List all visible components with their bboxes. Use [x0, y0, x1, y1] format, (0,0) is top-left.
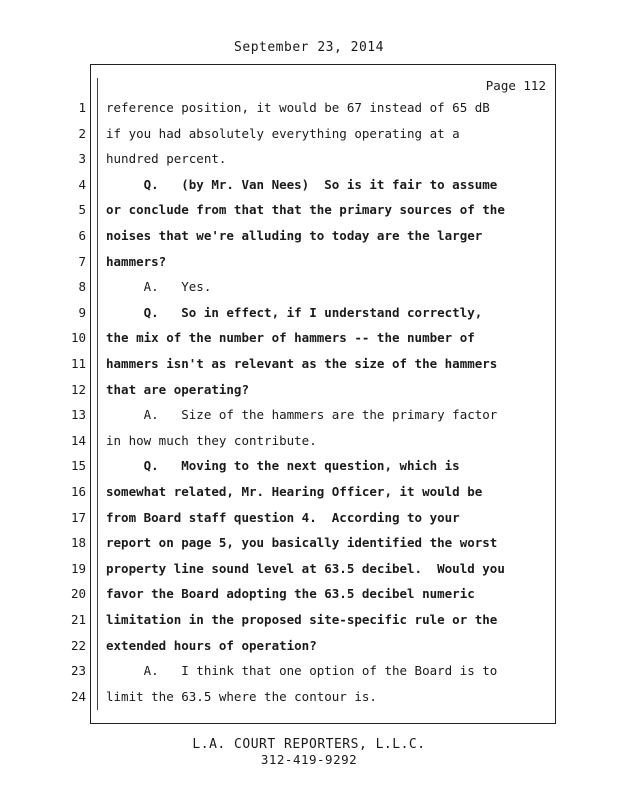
line-number: 24 — [70, 689, 86, 704]
line-number: 12 — [70, 382, 86, 397]
reporter-company: L.A. COURT REPORTERS, L.L.C. — [192, 737, 426, 752]
transcript-line: reference position, it would be 67 instead of 65 dB — [106, 100, 490, 115]
line-number: 18 — [70, 535, 86, 550]
line-number: 13 — [70, 407, 86, 422]
left-margin-rule — [97, 78, 98, 710]
line-number: 15 — [70, 458, 86, 473]
transcript-line: Q. So in effect, if I understand correctly, — [106, 305, 483, 320]
transcript-line: hammers isn't as relevant as the size of the hammers — [106, 356, 498, 371]
transcript-line: report on page 5, you basically identified the worst — [106, 535, 498, 550]
transcript-line: or conclude from that that the primary sources of the — [106, 202, 505, 217]
transcript-line: the mix of the number of hammers -- the number of — [106, 330, 475, 345]
page-number: Page 112 — [485, 78, 546, 93]
line-number: 14 — [70, 433, 86, 448]
transcript-date: September 23, 2014 — [234, 40, 384, 55]
line-number: 5 — [78, 202, 86, 217]
line-number: 22 — [70, 638, 86, 653]
transcript-line: property line sound level at 63.5 decibel. Would you — [106, 561, 505, 576]
transcript-line: A. Size of the hammers are the primary factor — [106, 407, 498, 422]
line-number: 21 — [70, 612, 86, 627]
transcript-line: limit the 63.5 where the contour is. — [106, 689, 377, 704]
transcript-line: noises that we're alluding to today are the larger — [106, 228, 483, 243]
transcript-line: somewhat related, Mr. Hearing Officer, it would be — [106, 484, 483, 499]
transcript-line: hundred percent. — [106, 151, 227, 166]
line-number: 16 — [70, 484, 86, 499]
transcript-line: Q. Moving to the next question, which is — [106, 458, 460, 473]
transcript-line: in how much they contribute. — [106, 433, 317, 448]
line-number: 17 — [70, 510, 86, 525]
transcript-line: that are operating? — [106, 382, 249, 397]
line-number: 3 — [78, 151, 86, 166]
line-number: 8 — [78, 279, 86, 294]
reporter-phone: 312-419-9292 — [260, 752, 358, 767]
transcript-line: from Board staff question 4. According to your — [106, 510, 460, 525]
line-number: 2 — [78, 126, 86, 141]
transcript-line: favor the Board adopting the 63.5 decibel numeric — [106, 586, 475, 601]
transcript-line: limitation in the proposed site-specific rule or the — [106, 612, 498, 627]
line-number: 23 — [70, 663, 86, 678]
line-number: 9 — [78, 305, 86, 320]
transcript-line: Q. (by Mr. Van Nees) So is it fair to assume — [106, 177, 498, 192]
line-number: 4 — [78, 177, 86, 192]
transcript-line: extended hours of operation? — [106, 638, 317, 653]
transcript-line: hammers? — [106, 254, 167, 269]
transcript-line: A. Yes. — [106, 279, 212, 294]
line-number: 1 — [78, 100, 86, 115]
line-number: 6 — [78, 228, 86, 243]
line-number: 11 — [70, 356, 86, 371]
line-number: 7 — [78, 254, 86, 269]
line-number: 19 — [70, 561, 86, 576]
transcript-line: A. I think that one option of the Board is to — [106, 663, 498, 678]
line-number: 20 — [70, 586, 86, 601]
transcript-line: if you had absolutely everything operating at a — [106, 126, 460, 141]
line-number: 10 — [70, 330, 86, 345]
